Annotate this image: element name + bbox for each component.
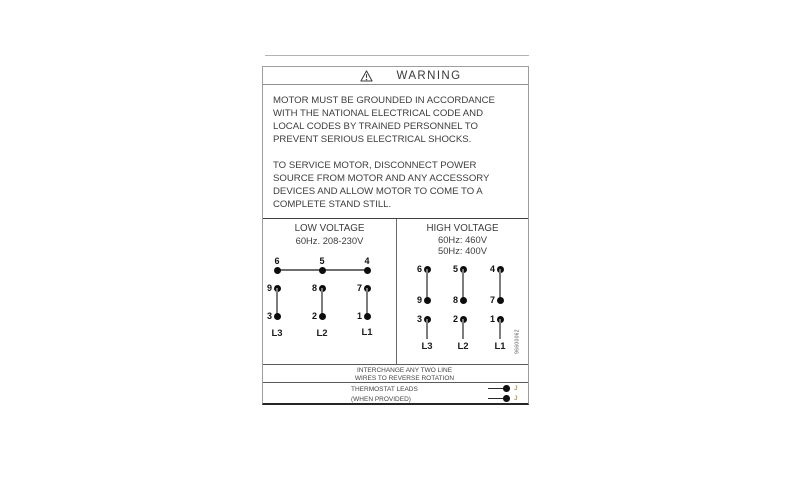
lead-label: J	[514, 384, 518, 392]
terminal-label: 5	[319, 256, 325, 266]
line-lead-label: L1	[494, 341, 506, 352]
terminal-label: 1	[489, 313, 495, 324]
rotation-note-line: WIRES TO REVERSE ROTATION	[354, 374, 455, 382]
high-voltage-subtitle-50hz: 50Hz: 400V	[438, 245, 487, 256]
low-voltage-title: LOW VOLTAGE	[294, 223, 365, 234]
thermostat-lead-dot	[503, 395, 510, 402]
jumper-line	[276, 288, 278, 316]
terminal-label: 3	[416, 313, 422, 324]
terminal-label: 4	[489, 263, 495, 274]
lead-label: J	[514, 394, 518, 402]
jumper-line	[499, 269, 501, 300]
terminal-label: 8	[311, 282, 317, 293]
terminal-label: 4	[364, 256, 370, 266]
terminal-dot	[460, 297, 467, 304]
terminal-label: 3	[266, 310, 272, 321]
terminal-dot	[364, 267, 371, 274]
line-lead-label: L3	[421, 341, 433, 352]
rotation-note-row	[263, 364, 528, 382]
warning-text-section	[263, 85, 528, 218]
wiring-diagram-section	[263, 218, 528, 364]
low-voltage-subtitle: 60Hz. 208-230V	[295, 235, 364, 246]
paragraph-line: WITH THE NATIONAL ELECTRICAL CODE AND	[273, 108, 484, 119]
terminal-label: 7	[489, 294, 495, 305]
terminal-dot	[319, 267, 326, 274]
high-voltage-title: HIGH VOLTAGE	[426, 223, 499, 234]
terminal-dot	[319, 313, 326, 320]
terminal-dot	[274, 267, 281, 274]
terminal-label: 9	[416, 294, 422, 305]
terminal-dot	[274, 313, 281, 320]
paragraph-line: COMPLETE STAND STILL.	[273, 199, 392, 210]
grounding-paragraph	[273, 94, 520, 146]
warning-title: WARNING	[396, 69, 462, 82]
terminal-label: 9	[266, 282, 272, 293]
warning-triangle-icon	[360, 70, 373, 82]
terminal-dot	[497, 297, 504, 304]
line-lead-label: L1	[361, 327, 373, 338]
line-lead-label: L2	[457, 341, 469, 352]
service-paragraph	[273, 159, 520, 211]
high-voltage-subtitle-60hz: 60Hz: 460V	[438, 234, 487, 245]
terminal-label: 2	[452, 313, 458, 324]
terminal-dot	[424, 297, 431, 304]
jumper-line	[366, 288, 368, 316]
line-lead-wire	[499, 319, 501, 339]
motor-warning-label	[262, 55, 529, 405]
rotation-note-line: INTERCHANGE ANY TWO LINE	[356, 367, 453, 375]
terminal-label: 5	[452, 263, 458, 274]
thermostat-note-line: (WHEN PROVIDED)	[351, 395, 411, 403]
paragraph-line: TO SERVICE MOTOR, DISCONNECT POWER	[273, 160, 477, 171]
line-lead-label: L3	[271, 328, 283, 339]
thermostat-note-line: THERMOSTAT LEADS	[351, 385, 418, 393]
low-voltage-diagram	[263, 219, 397, 364]
line-lead-label: L2	[316, 328, 328, 339]
thermostat-row	[263, 382, 528, 403]
paragraph-line: DEVICES AND ALLOW MOTOR TO COME TO A	[273, 186, 483, 197]
paragraph-line: PREVENT SERIOUS ELECTRICAL SHOCKS.	[273, 134, 472, 145]
line-lead-wire	[426, 319, 428, 339]
jumper-line	[321, 288, 323, 316]
line-lead-wire	[462, 319, 464, 339]
thermostat-lead-dot	[503, 385, 510, 392]
terminal-label: 7	[356, 282, 362, 293]
paragraph-line: SOURCE FROM MOTOR AND ANY ACCESSORY	[273, 173, 490, 184]
terminal-label: 6	[416, 263, 422, 274]
terminal-label: 1	[356, 310, 362, 321]
jumper-line	[426, 269, 428, 300]
part-number: 96600062	[514, 329, 521, 354]
terminal-dot	[364, 313, 371, 320]
terminal-label: 6	[274, 256, 280, 266]
paragraph-line: MOTOR MUST BE GROUNDED IN ACCORDANCE	[273, 95, 495, 106]
jumper-line	[462, 269, 464, 300]
label-main-box	[262, 66, 529, 405]
warning-header-bar	[263, 67, 528, 85]
terminal-label: 2	[311, 310, 317, 321]
paragraph-line: LOCAL CODES BY TRAINED PERSONNEL TO	[273, 121, 478, 132]
terminal-label: 8	[452, 294, 458, 305]
high-voltage-diagram	[397, 219, 528, 364]
label-top-edge-line	[265, 55, 529, 56]
